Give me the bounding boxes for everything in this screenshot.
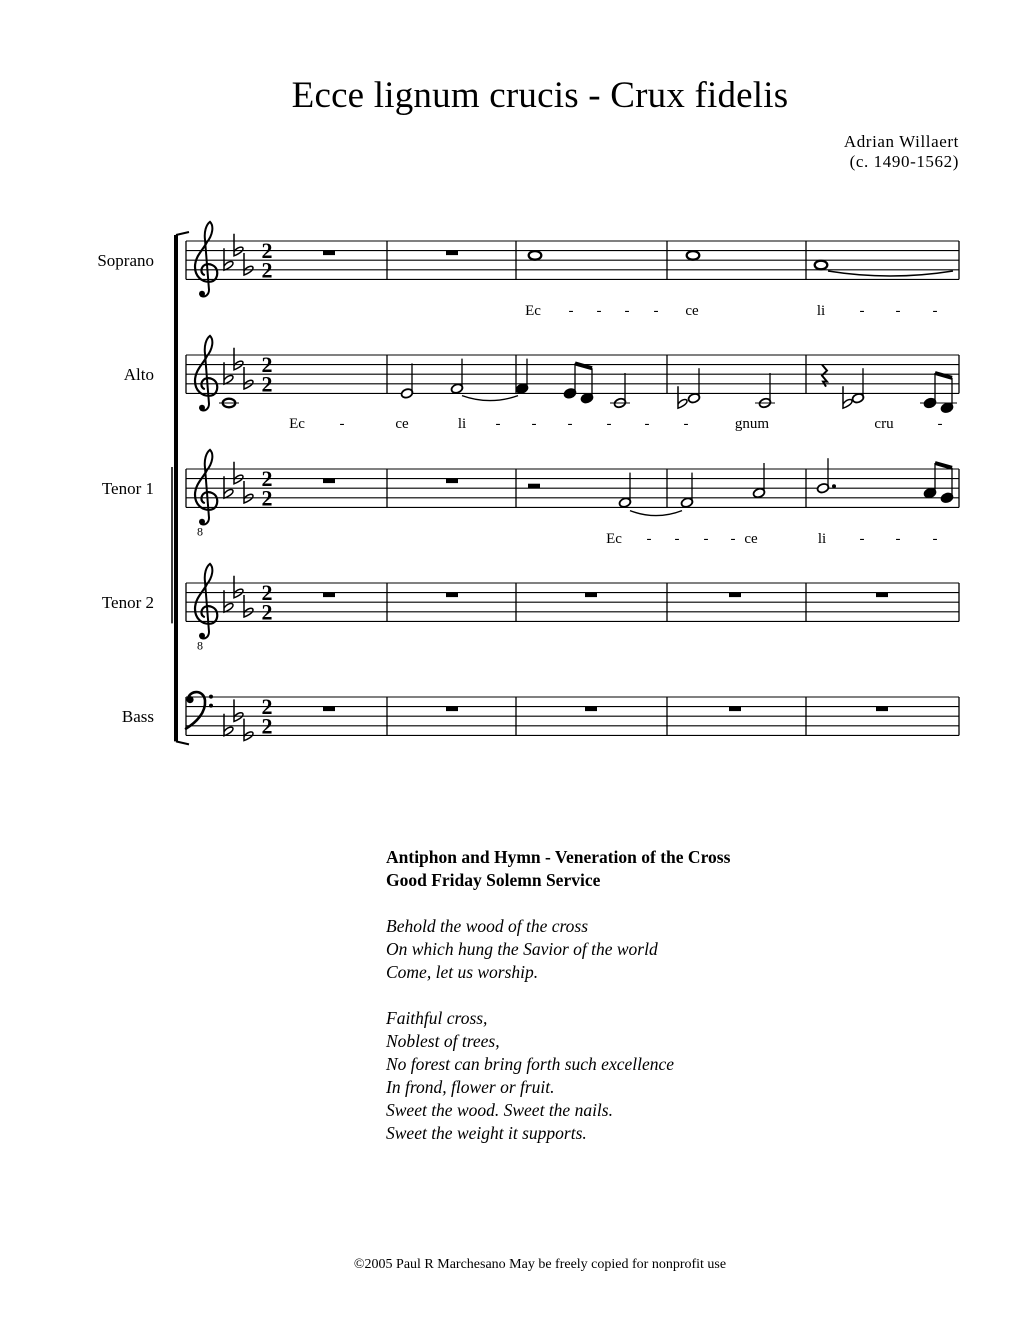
flat-icon [244, 719, 253, 741]
flat-icon [224, 362, 233, 384]
bass-clef-icon [186, 692, 213, 729]
tie [462, 396, 518, 401]
lyric-syllable: - [644, 416, 650, 432]
time-signature-digit: 2 [261, 352, 273, 378]
stanza-line: Faithful cross, [386, 1008, 488, 1028]
voice-label: Bass [121, 707, 154, 727]
composer-name: Adrian Willaert [843, 132, 959, 151]
bracket-hook-top [176, 232, 189, 235]
lyric-syllable: Ec [525, 303, 541, 319]
time-signature-digit: 2 [261, 599, 273, 625]
stanza-line: Come, let us worship. [386, 962, 539, 982]
lyric-syllable: ce [395, 416, 409, 432]
flat-icon [224, 714, 233, 736]
half-rest [528, 484, 540, 489]
beam [935, 463, 952, 468]
lyric-syllable: - [895, 531, 901, 547]
lyric-syllable: li [816, 303, 826, 319]
tie [630, 511, 682, 516]
lyric-syllable: gnum [734, 416, 770, 432]
lyric-syllable: - [606, 416, 612, 432]
time-signature-digit: 2 [261, 485, 273, 511]
stanza-1 [386, 915, 730, 984]
flat-icon [244, 595, 253, 617]
stanza-line: Sweet the weight it supports. [386, 1123, 587, 1143]
flat-icon [244, 367, 253, 389]
lyric-syllable: ce [685, 303, 699, 319]
time-signature-digit: 2 [261, 371, 273, 397]
time-signature-digit: 2 [261, 713, 273, 739]
lyric-syllable: cru [874, 416, 894, 432]
lyric-syllable: - [531, 416, 537, 432]
bracket-hook-bottom [176, 741, 189, 744]
treble-clef-icon [195, 336, 217, 411]
treble-clef-icon [195, 564, 217, 639]
flat-icon [843, 386, 852, 408]
flat-icon [234, 576, 243, 598]
voice-label: Alto [123, 365, 154, 385]
whole-rest [876, 707, 888, 712]
stanza-line: On which hung the Savior of the world [386, 939, 658, 959]
lyric-syllable: - [932, 303, 938, 319]
flat-icon [234, 462, 243, 484]
time-signature-digit: 2 [261, 580, 273, 606]
whole-rest [729, 707, 741, 712]
whole-rest [585, 593, 597, 598]
lyric-syllable: ce [744, 531, 758, 547]
whole-rest [323, 479, 335, 484]
lyric-syllable: - [653, 303, 659, 319]
lyric-syllable: - [730, 531, 736, 547]
whole-rest [323, 593, 335, 598]
stanza-2 [386, 1007, 730, 1145]
whole-rest [876, 593, 888, 598]
voice-label: Soprano [97, 251, 154, 271]
lyric-syllable: - [674, 531, 680, 547]
whole-rest [446, 479, 458, 484]
lyric-syllable: li [817, 531, 827, 547]
octave-mark: 8 [197, 524, 203, 539]
flat-icon [224, 248, 233, 270]
flat-icon [234, 234, 243, 256]
lyric-syllable: - [596, 303, 602, 319]
whole-rest [729, 593, 741, 598]
lyric-syllable: - [495, 416, 501, 432]
lyric-syllable: - [646, 531, 652, 547]
stanza-line: In frond, flower or fruit. [386, 1077, 555, 1097]
lyric-syllable: - [339, 416, 345, 432]
whole-rest [585, 707, 597, 712]
voice-label: Tenor 1 [101, 479, 154, 499]
stanza-line: No forest can bring forth such excellence [386, 1054, 675, 1074]
whole-rest [446, 593, 458, 598]
time-signature-digit: 2 [261, 238, 273, 264]
text-translation [386, 846, 730, 1145]
lyric-syllable: Ec [606, 531, 622, 547]
stanza-line: Noblest of trees, [386, 1031, 500, 1051]
flat-icon [234, 699, 243, 721]
lyric-syllable: - [937, 416, 943, 432]
whole-rest [446, 251, 458, 256]
copyright-notice: ©2005 Paul R Marchesano May be freely copied for nonprofit use [353, 1257, 727, 1272]
whole-note [529, 251, 542, 260]
lyric-syllable: - [683, 416, 689, 432]
stanza-line: Behold the wood of the cross [386, 916, 589, 936]
lyric-syllable: - [703, 531, 709, 547]
time-signature-digit: 2 [261, 257, 273, 283]
flat-icon [678, 386, 687, 408]
lyric-syllable: - [895, 303, 901, 319]
lyric-syllable: - [567, 416, 573, 432]
lyric-syllable: - [568, 303, 574, 319]
flat-icon [224, 476, 233, 498]
composer-dates: (c. 1490-1562) [849, 152, 959, 171]
treble-clef-icon [195, 222, 217, 297]
whole-rest [323, 707, 335, 712]
flat-icon [244, 253, 253, 275]
treble-clef-icon [195, 450, 217, 525]
whole-note [815, 261, 828, 270]
whole-rest [323, 251, 335, 256]
text-heading-1: Antiphon and Hymn - Veneration of the Cross [386, 847, 731, 867]
flat-icon [244, 481, 253, 503]
lyric-syllable: - [859, 531, 865, 547]
lyric-syllable: Ec [289, 416, 305, 432]
text-heading-2: Good Friday Solemn Service [386, 870, 601, 890]
page-title: Ecce lignum crucis - Crux fidelis [291, 75, 789, 116]
flat-icon [224, 590, 233, 612]
lyric-syllable: - [932, 531, 938, 547]
lyric-syllable: - [624, 303, 630, 319]
time-signature-digit: 2 [261, 466, 273, 492]
tie [828, 271, 953, 276]
octave-mark: 8 [197, 638, 203, 653]
whole-rest [446, 707, 458, 712]
flat-icon [234, 348, 243, 370]
whole-note [687, 251, 700, 260]
voice-label: Tenor 2 [101, 593, 154, 613]
augmentation-dot [832, 484, 836, 488]
lyric-syllable: li [457, 416, 467, 432]
time-signature-digit: 2 [261, 694, 273, 720]
stanza-line: Sweet the wood. Sweet the nails. [386, 1100, 613, 1120]
lyric-syllable: - [859, 303, 865, 319]
